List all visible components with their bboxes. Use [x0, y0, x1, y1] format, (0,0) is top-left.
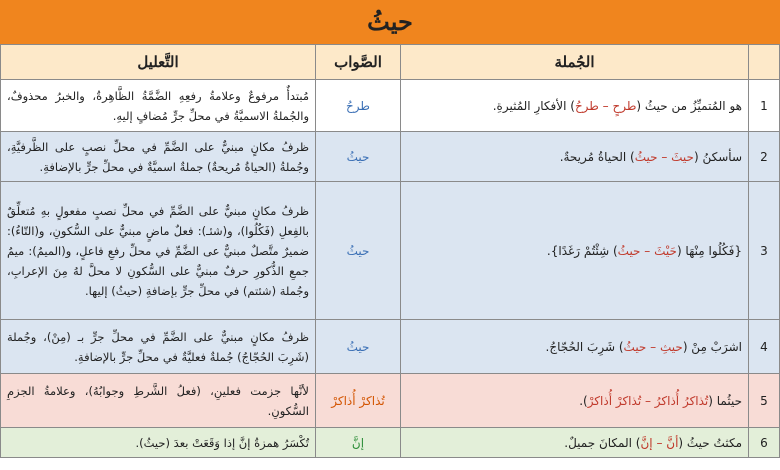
table-row [1, 428, 780, 458]
sentence-post: ) المكانَ جميلٌ. [564, 435, 641, 450]
table-row [1, 320, 780, 374]
row-answer: حيثُ [316, 132, 401, 182]
grammar-table [0, 44, 780, 458]
sentence-pre: مكثتُ حيثُ ( [678, 435, 742, 450]
row-number: 1 [749, 80, 780, 132]
sentence-post: ). [579, 393, 588, 408]
sentence-options: تُذاكرُ أُذاكرُ – تُذاكرْ أُذاكرْ [587, 393, 709, 408]
row-answer: حيثُ [316, 182, 401, 320]
row-answer: حيثُ [316, 320, 401, 374]
row-number: 4 [749, 320, 780, 374]
header-number [749, 45, 780, 80]
row-reason: مُبتدأٌ مرفوعٌ وعلامةُ رفعِهِ الضَّمَّةُ الظَّاهِرةُ، والخبرُ محذوفٌ، والجُملةُ الاسميَّةُ في محلِّ جرٍّ مُضافٍ إليهِ. [1, 80, 316, 132]
sentence-options: حَيْثَ – حيثُ [617, 243, 677, 258]
row-number: 2 [749, 132, 780, 182]
row-reason: ظرفُ مكانٍ مبنيٌّ على الضَّمِّ في محلِّ نصبٍ مفعولٍ بهِ مُتعلِّقٌ بالفِعلِ (فَكُلُوا)، و(شئـ): فعلٌ ماضٍ مبنيٌّ على السُّكونِ، و(التّاءُ): ضميرٌ متَّصلٌ مبنيٌّ عى الضَّمِّ في محلِّ رفعِ فاعلٍ، و(الميمُ): ميمُ جمعِ الذُّكورِ حرفٌ مبنيٌّ على السُّكونِ لا محلَّ لهُ مِنَ الإعرابِ، وجُملة (شئتم) في محلِّ جرٍّ بإضافةِ (حيثُ) إليها. [1, 182, 316, 320]
sentence-post: ) الأفكارِ المُثيرةِ. [492, 98, 575, 113]
sentence-pre: اشرَبْ مِنْ ( [682, 339, 742, 354]
sentence-options: أنَّ – إنَّ [640, 435, 679, 450]
sentence-post: ) شَرِبَ الحُجّاجُ. [545, 339, 624, 354]
sentence-post: ) شِئْتُمْ رَغَدًا}. [546, 243, 618, 258]
row-number: 5 [749, 374, 780, 428]
header-reason: التَّعليل [1, 45, 316, 80]
sentence-options: حيثَ – حيثُ [634, 149, 694, 164]
row-answer: طرحُ [316, 80, 401, 132]
row-sentence [401, 374, 749, 428]
row-reason: تُكْسَرُ همزةُ إنَّ إذا وَقَعَتْ بعدَ (حيثُ). [1, 428, 316, 458]
table-header-row [1, 45, 780, 80]
row-number: 6 [749, 428, 780, 458]
sentence-post: ) الحياةُ مُريحةٌ. [559, 149, 635, 164]
sentence-pre: سأسكنُ ( [693, 149, 742, 164]
row-sentence [401, 182, 749, 320]
row-reason: لأنَّها جزمت فعلينِ، (فعلُ الشَّرطِ وجوابُهُ)، وعلامةُ الجزمِ السُّكونِ. [1, 374, 316, 428]
header-sentence: الجُملة [401, 45, 749, 80]
row-answer: إنَّ [316, 428, 401, 458]
row-sentence [401, 80, 749, 132]
sentence-pre: {فَكُلُوا مِنْهَا ( [676, 243, 742, 258]
sentence-options: حيثِ – حيثُ [623, 339, 683, 354]
table-row [1, 80, 780, 132]
sentence-options: طرحٍ – طرحُ [574, 98, 637, 113]
row-reason: ظرفُ مكانٍ مبنيٌّ على الضَّمِّ في محلِّ نصبٍ على الظَّرفيَّةِ، وجُملةُ (الحياةُ مُريحةٌ) جملةٌ اسميَّةٌ في محلِّ جرٍّ بالإضافةِ. [1, 132, 316, 182]
row-sentence [401, 428, 749, 458]
table-row [1, 132, 780, 182]
row-sentence [401, 132, 749, 182]
sentence-pre: حيثُما ( [708, 393, 742, 408]
row-answer: تُذاكرْ أُذاكرْ [316, 374, 401, 428]
row-sentence [401, 320, 749, 374]
sentence-pre: هو المُتميِّزُ من حيثُ ( [636, 98, 742, 113]
row-reason: ظرفُ مكانٍ مبنيٌّ على الضَّمِّ في محلِّ جرٍّ بـ (مِنْ)، وجُملة (شَرِبَ الحُجّاجُ) جُملةٌ فعليَّةٌ في محلِّ جرٍّ بالإضافةِ. [1, 320, 316, 374]
table-row [1, 374, 780, 428]
row-number: 3 [749, 182, 780, 320]
table-row [1, 182, 780, 320]
page-title: حيثُ [0, 0, 780, 44]
header-answer: الصَّواب [316, 45, 401, 80]
